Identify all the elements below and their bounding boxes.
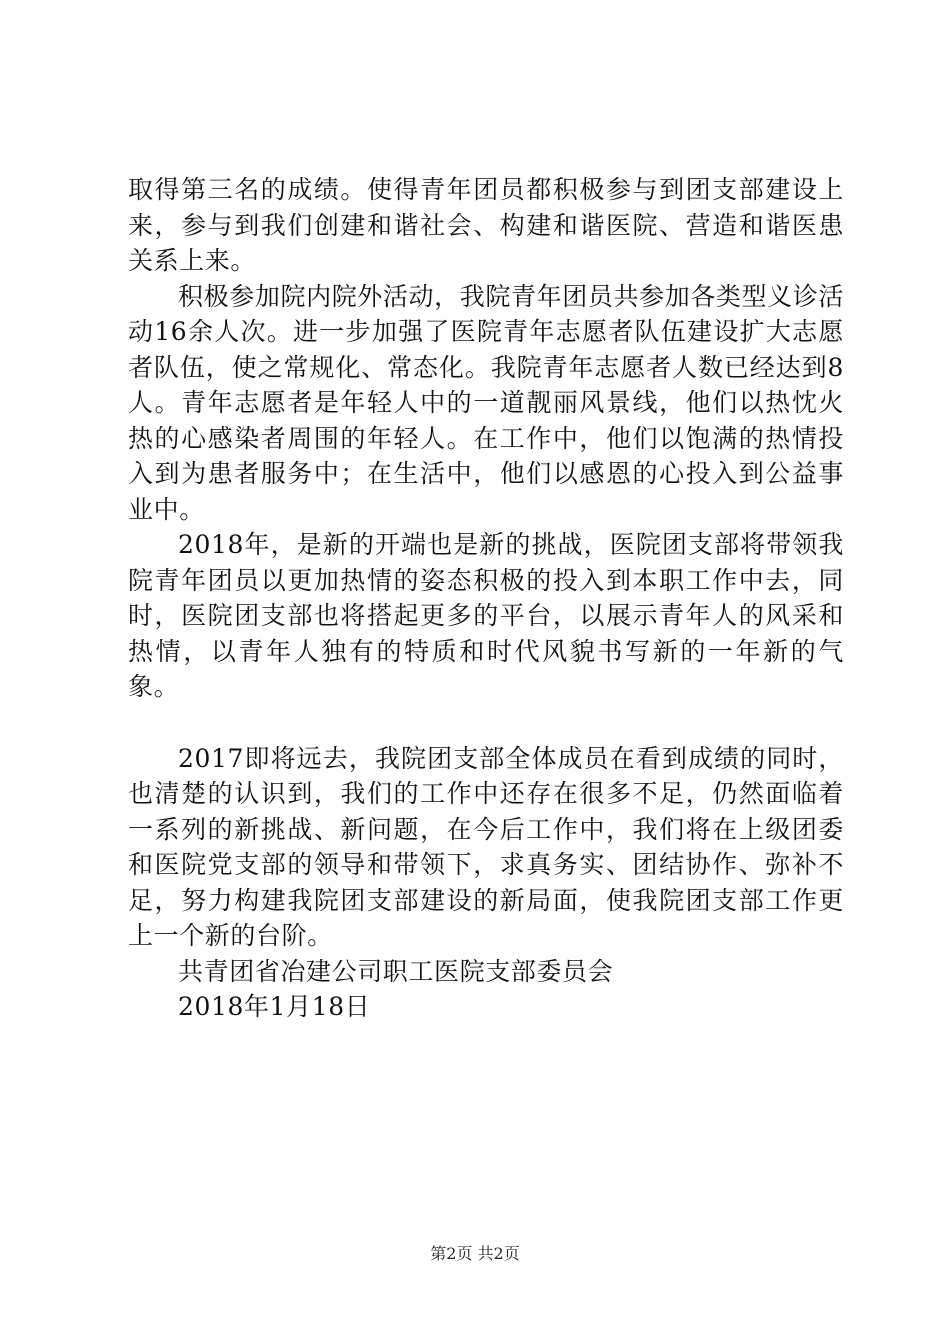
paragraph-continuation: 取得第三名的成绩。使得青年团员都积极参与到团支部建设上来，参与到我们创建和谐社会、构建和谐医院、营造和谐医患关系上来。 — [128, 175, 844, 275]
document-body — [128, 172, 844, 1025]
paragraph-volunteer-activities: 积极参加院内院外活动，我院青年团员共参加各类型义诊活动16余人次。进一步加强了医院青年志愿者队伍建设扩大志愿者队伍，使之常规化、常态化。我院青年志愿者人数已经达到8人。青年志愿者是年轻人中的一道靓丽风景线，他们以热忱火热的心感染者周围的年轻人。在工作中，他们以饱满的热情投入到为患者服务中；在生活中，他们以感恩的心投入到公益事业中。 — [128, 281, 844, 524]
paragraph-2018-outlook: 2018年，是新的开端也是新的挑战，医院团支部将带领我院青年团员以更加热情的姿态积极的投入到本职工作中去，同时，医院团支部也将搭起更多的平台，以展示青年人的风采和热情，以青年人独有的特质和时代风貌书写新的一年新的气象。 — [128, 530, 844, 701]
signature-date: 2018年1月18日 — [178, 992, 371, 1021]
signature-organization: 共青团省冶建公司职工医院支部委员会 — [178, 956, 614, 986]
paragraph-2017-summary: 2017即将远去，我院团支部全体成员在看到成绩的同时，也清楚的认识到，我们的工作中还存在很多不足，仍然面临着一系列的新挑战、新问题，在今后工作中，我们将在上级团委和医院党支部的领导和带领下，求真务实、团结协作、弥补不足，努力构建我院团支部建设的新局面，使我院团支部工作更上一个新的台阶。 — [128, 743, 844, 950]
page-footer: 第2页 共2页 — [430, 1244, 520, 1263]
